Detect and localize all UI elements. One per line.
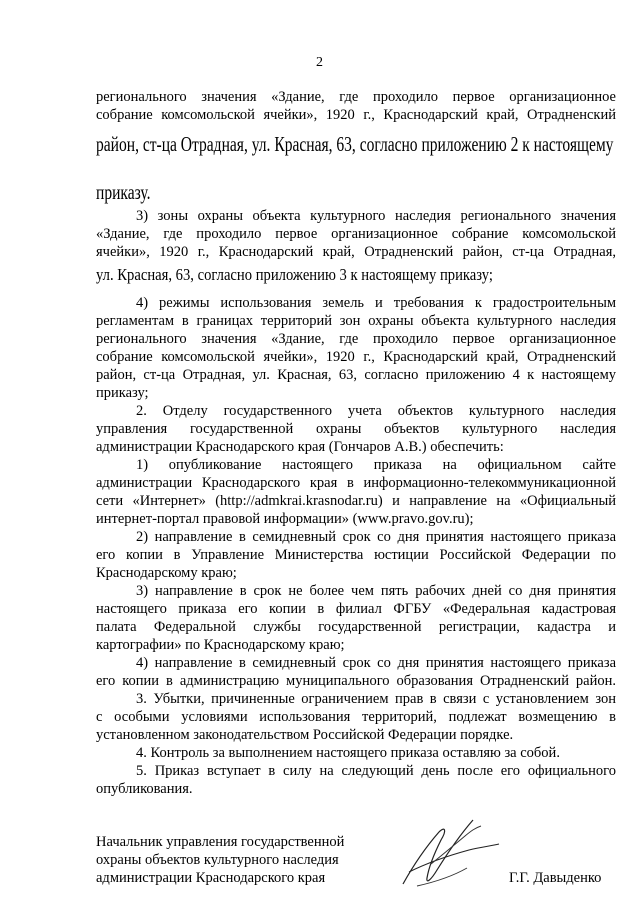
text-line: с особыми условиями использования территорий, подлежат возмещению в [96, 709, 616, 725]
signatory-title-line-2: охраны объектов культурного наследия [96, 852, 339, 868]
text-line: ул. Красная, 63, согласно приложению 3 к настоящему приказу; [96, 265, 493, 284]
text-line: регламентам в границах территорий зон охраны объекта культурного наследия [96, 313, 616, 329]
text-line: опубликования. [96, 781, 193, 797]
text-line: собрание комсомольской ячейки», 1920 г., Краснодарский край, Отрадненский [96, 107, 616, 123]
text-line: регионального значения «Здание, где проходило первое организационное [96, 331, 616, 347]
text-line: 4) направление в семидневный срок со дня принятия настоящего приказа [136, 655, 616, 671]
text-line: 4) режимы использования земель и требования к градостроительным [136, 295, 616, 311]
text-line: район, ст-ца Отрадная, ул. Красная, 63, согласно приложению 2 к настоящему [96, 132, 614, 156]
text-line: его копии в Управление Министерства юстиции Российской Федерации по [96, 547, 616, 563]
signatory-title-line-3: администрации Краснодарского края [96, 870, 326, 886]
text-line: 2) направление в семидневный срок со дня принятия настоящего приказа [136, 529, 616, 545]
text-line: приказу; [96, 385, 149, 401]
text-line: приказу. [96, 180, 151, 204]
text-line: администрации Краснодарского края (Гончаров А.В.) обеспечить: [96, 439, 504, 455]
text-line: настоящего приказа его копии в филиал ФГБУ «Федеральная кадастровая [96, 601, 616, 617]
text-line: администрации Краснодарского края в информационно-телекоммуникационной [96, 475, 616, 491]
text-line: 4. Контроль за выполнением настоящего приказа оставляю за собой. [136, 745, 560, 761]
text-line: управления государственной охраны объектов культурного наследия [96, 421, 616, 437]
handwritten-signature [395, 806, 505, 892]
text-line: интернет-портал правовой информации» (www.pravo.gov.ru); [96, 511, 474, 527]
text-line: 2. Отделу государственного учета объектов культурного наследия [136, 403, 616, 419]
text-line: «Здание, где проходило первое организационное собрание комсомольской [96, 226, 616, 242]
text-line: ячейки», 1920 г., Краснодарский край, Отрадненский район, ст-ца Отрадная, [96, 244, 616, 260]
text-line: 3. Убытки, причиненные ограничением прав в связи с установлением зон [136, 691, 616, 707]
text-line: собрание комсомольской ячейки», 1920 г., Краснодарский край, Отрадненский [96, 349, 616, 365]
text-line: 1) опубликование настоящего приказа на официальном сайте [136, 457, 616, 473]
text-line: палата Федеральной службы государственной регистрации, кадастра и [96, 619, 616, 635]
text-line: 3) направление в срок не более чем пять рабочих дней со дня принятия [136, 583, 616, 599]
text-line: 5. Приказ вступает в силу на следующий день после его официального [136, 763, 616, 779]
text-line: 3) зоны охраны объекта культурного наследия регионального значения [136, 208, 616, 224]
text-line: установленном законодательством Российской Федерации порядке. [96, 727, 514, 743]
text-line: сети «Интернет» (http://admkrai.krasnodar.ru) и направление на «Официальный [96, 493, 616, 509]
text-line: Краснодарскому краю; [96, 565, 237, 581]
text-line: картографии» по Краснодарскому краю; [96, 637, 345, 653]
text-line: его копии в администрацию муниципального образования Отрадненский район. [96, 673, 616, 689]
text-line: район, ст-ца Отрадная, ул. Красная, 63, согласно приложению 4 к настоящему [96, 367, 616, 383]
signatory-name: Г.Г. Давыденко [509, 870, 602, 886]
signatory-title-line-1: Начальник управления государственной [96, 834, 345, 850]
text-line: регионального значения «Здание, где проходило первое организационное [96, 89, 616, 105]
page-number: 2 [316, 55, 323, 70]
